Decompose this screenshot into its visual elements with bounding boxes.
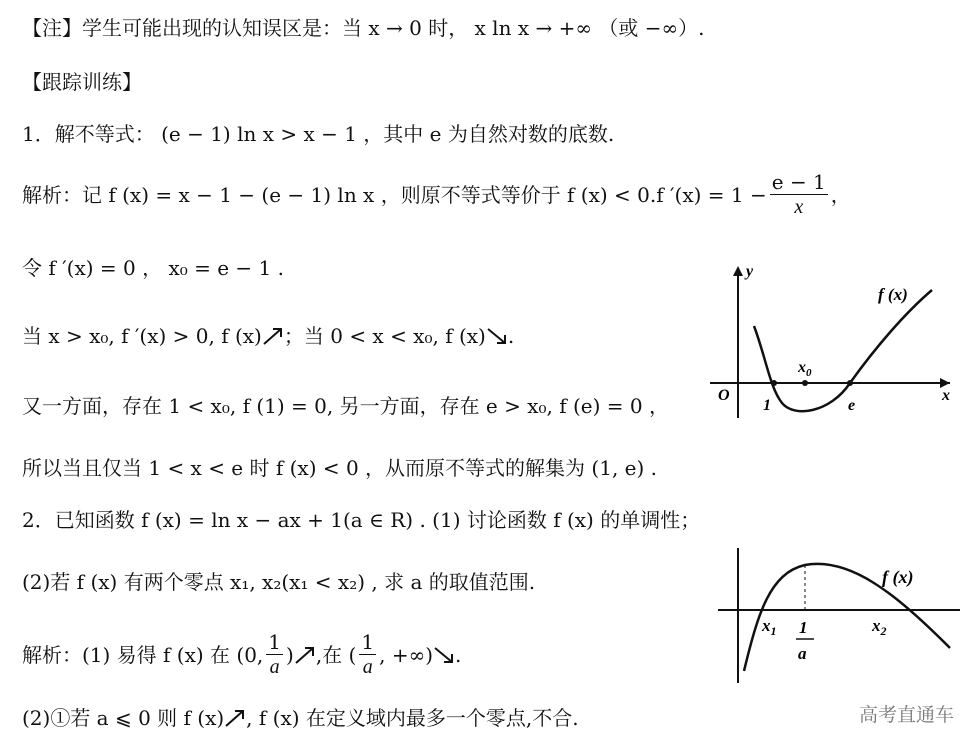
problem1-statement: 1．解不等式： (e − 1) ln x > x − 1 ，其中 e 为自然对数的底数. xyxy=(22,122,615,146)
problem1-analysis-line2: 令 f ′(x) = 0 ， x₀ = e − 1 . xyxy=(22,256,284,280)
increasing-arrow-icon xyxy=(224,708,246,728)
fraction-denominator: a xyxy=(269,656,280,678)
y-axis-label: y xyxy=(746,263,754,280)
x-axis-label: x xyxy=(942,387,950,404)
fraction-one-over-a-2 xyxy=(359,632,376,677)
problem2-analysis-line1 xyxy=(22,632,461,677)
function-curve xyxy=(744,564,950,671)
decreasing-arrow-icon xyxy=(433,645,455,665)
label-one: 1 xyxy=(763,397,771,414)
fraction-one-over-a xyxy=(266,632,283,677)
function-curve xyxy=(754,290,932,411)
origin-label: O xyxy=(718,387,730,404)
increasing-arrow-icon xyxy=(294,645,316,665)
problem1-analysis-line1 xyxy=(22,172,851,217)
function-label: f (x) xyxy=(878,285,908,304)
label-frac-num: 1 xyxy=(799,618,808,637)
section-heading: 【跟踪训练】 xyxy=(22,70,142,94)
analysis-line3-part-c: . xyxy=(507,324,515,348)
analysis-line1-fraction xyxy=(770,172,828,217)
label-x2: $x_2$ xyxy=(872,616,887,638)
analysis2-line1-part-b: ) xyxy=(286,642,294,667)
fraction-numerator: e − 1 xyxy=(771,170,826,194)
label-x0: $x_0$ xyxy=(798,359,812,379)
problem2-analysis-line2 xyxy=(22,708,579,728)
problem1-analysis-line5: 所以当且仅当 1 < x < e 时 f (x) < 0 ，从而原不等式的解集为 (1, e) . xyxy=(22,456,658,480)
analysis2-line1-part-d: , +∞) xyxy=(379,642,434,667)
fraction-numerator: 1 xyxy=(268,630,282,654)
problem2-part2: (2)若 f (x) 有两个零点 x₁, x₂(x₁ < x₂) , 求 a 的取值范围. xyxy=(22,570,536,594)
analysis2-line2-part-b: , f (x) 在定义域内最多一个零点,不合. xyxy=(246,706,579,730)
analysis-line1-end: ， xyxy=(830,182,851,207)
note-text: 【注】学生可能出现的认知误区是：当 x → 0 时， x ln x → +∞ （或 −∞）. xyxy=(22,16,705,40)
root-point-1 xyxy=(771,380,777,386)
root-point-e xyxy=(847,380,853,386)
label-frac-den: a xyxy=(798,644,807,663)
fraction-denominator: x xyxy=(794,196,804,218)
watermark-text: 高考直通车 xyxy=(858,704,954,726)
problem1-analysis-line4: 又一方面，存在 1 < x₀, f (1) = 0, 另一方面，存在 e > x₀, f (e) = 0 ， xyxy=(22,394,670,418)
increasing-arrow-icon xyxy=(262,326,284,346)
analysis-line1-text: 解析：记 f (x) = x − 1 − (e − 1) ln x ，则原不等式等价于 f (x) < 0.f ′(x) = 1 − xyxy=(22,182,767,207)
analysis2-line1-part-c: ,在 ( xyxy=(315,642,357,667)
fraction-numerator: 1 xyxy=(361,630,375,654)
analysis2-line1-part-e: . xyxy=(455,642,462,667)
label-e: e xyxy=(848,397,856,414)
analysis-line3-part-a: 当 x > x₀, f ′(x) > 0, f (x) xyxy=(22,324,262,348)
function-label: f (x) xyxy=(882,567,914,587)
x0-point xyxy=(802,380,808,386)
analysis-line3-part-b: ；当 0 < x < x₀, f (x) xyxy=(283,324,486,348)
analysis2-line1-part-a: 解析：(1) 易得 f (x) 在 (0, xyxy=(22,642,264,667)
problem2-statement: 2．已知函数 f (x) = ln x − ax + 1(a ∈ R) . (1) 讨论函数 f (x) 的单调性； xyxy=(22,508,701,532)
y-axis-arrow-icon xyxy=(733,266,743,276)
analysis2-line2-part-a: (2)①若 a ⩽ 0 则 f (x) xyxy=(22,706,225,730)
graph-problem1 xyxy=(700,258,960,423)
label-x1: $x_1$ xyxy=(762,616,777,638)
decreasing-arrow-icon xyxy=(486,326,508,346)
fraction-denominator: a xyxy=(362,656,373,678)
problem1-analysis-line3 xyxy=(22,326,514,346)
graph-problem2 xyxy=(710,543,966,693)
